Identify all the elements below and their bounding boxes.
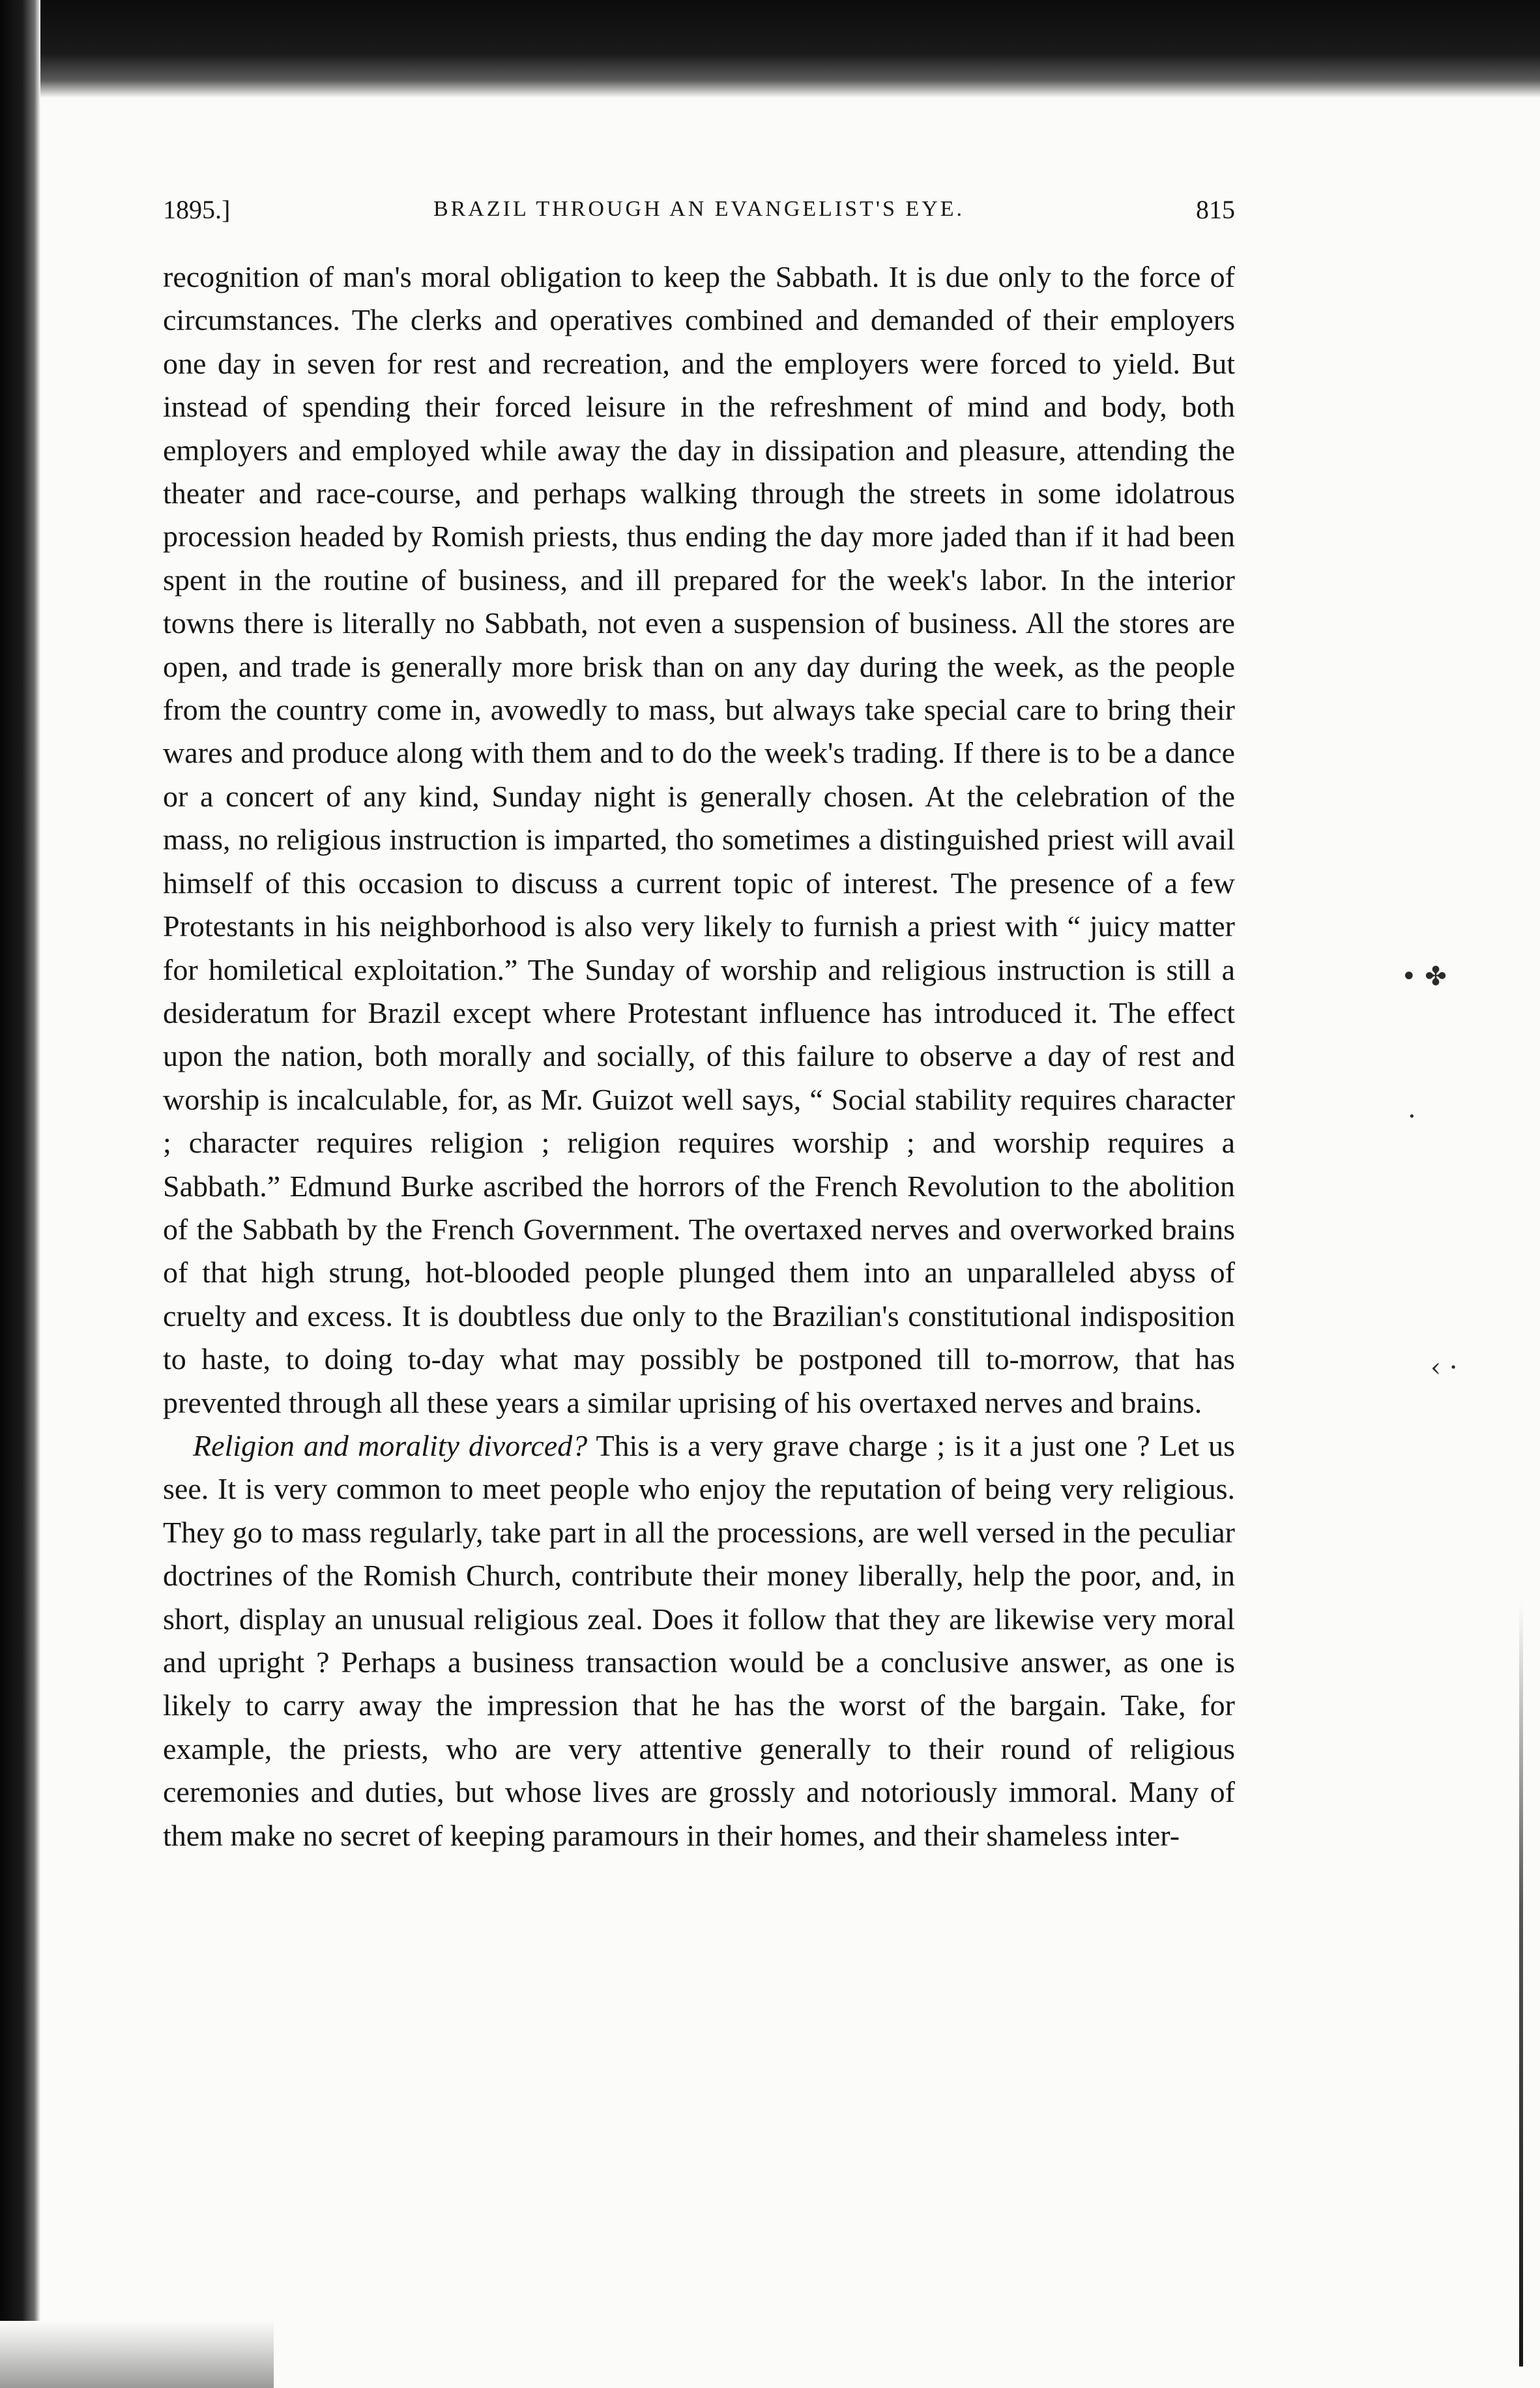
header-title: BRAZIL THROUGH AN EVANGELIST'S EYE. xyxy=(433,197,965,221)
margin-mark-ornament: • ✤ xyxy=(1401,962,1447,992)
paragraph-1: recognition of man's moral obligation to keep the Sabbath. It is due only to the force of circumstances. The clerks and operatives combined and demanded of their employers one day in seven for rest and recreation, and the employers were forced to yield. But instead of spending their forced leisure in the refreshment of mind and body, both employers and employed while away the day in dissipation and pleasure, attending the theater and race-course, and perhaps walking through the streets in some idolatrous procession headed by Romish priests, thus ending the day more jaded than if it had been spent in the routine of business, and ill prepared for the week's labor. In the interior towns there is literally no Sabbath, not even a suspension of business. All the stores are open, and trade is generally more brisk than on any day during the week, as the people from the country come in, avowedly to mass, but always take special care to bring their wares and produce along with them and to do the week's trading. If there is to be a dance or a concert of any kind, Sunday night is generally chosen. At the celebration of the mass, no religious instruction is imparted, tho sometimes a distinguished priest will avail himself of this occasion to discuss a current topic of interest. The presence of a few Protestants in his neighborhood is also very likely to furnish a priest with “ juicy matter for homiletical exploitation.” The Sunday of worship and religious instruction is still a desideratum for Brazil except where Protestant influence has introduced it. The effect upon the nation, both morally and socially, of this failure to observe a day of rest and worship is incalculable, for, as Mr. Guizot well says, “ Social stability requires character ; character requires religion ; religion requires worship ; and worship requires a Sabbath.” Edmund Burke ascribed the horrors of the French Revolution to the abolition of the Sabbath by the French Government. The overtaxed nerves and overworked brains of that high strung, hot-blooded people plunged them into an unparalleled abyss of cruelty and excess. It is doubtless due only to the Brazilian's constitutional indisposition to haste, to doing to-day what may possibly be postponed till to-morrow, that has prevented through all these years a similar uprising of his overtaxed nerves and brains. xyxy=(163,260,1235,1419)
paragraph-2 xyxy=(163,1424,1235,1857)
margin-mark-dot: · xyxy=(1408,1102,1416,1132)
scan-edge-left xyxy=(0,0,40,2388)
paragraph-2-heading: Religion and morality divorced? xyxy=(193,1428,588,1462)
paragraph-2-text: This is a very grave charge ; is it a just one ? Let us see. It is very common to meet people who enjoy the reputation of being very religious. They go to mass regularly, take part in all the processions, are well versed in the peculiar doctrines of the Romish Church, contribute their money liberally, help the poor, and, in short, display an unusual religious zeal. Does it follow that they are likewise very moral and upright ? Perhaps a business transaction would be a conclusive answer, as one is likely to carry away the impression that he has the worst of the bargain. Take, for example, the priests, who are very attentive generally to their round of religious ceremonies and duties, but whose lives are grossly and notoriously immoral. Many of them make no secret of keeping paramours in their homes, and their shameless inter- xyxy=(163,1428,1235,1852)
page-number: 815 xyxy=(1196,195,1235,224)
running-head xyxy=(163,194,1235,240)
header-year: 1895.] xyxy=(163,195,231,224)
scan-edge-right xyxy=(1519,1604,1523,2366)
scan-edge-top xyxy=(0,0,1540,98)
article-body xyxy=(163,256,1235,1857)
scan-edge-bottom xyxy=(0,2321,274,2388)
margin-mark-small: ‹ · xyxy=(1431,1353,1458,1383)
